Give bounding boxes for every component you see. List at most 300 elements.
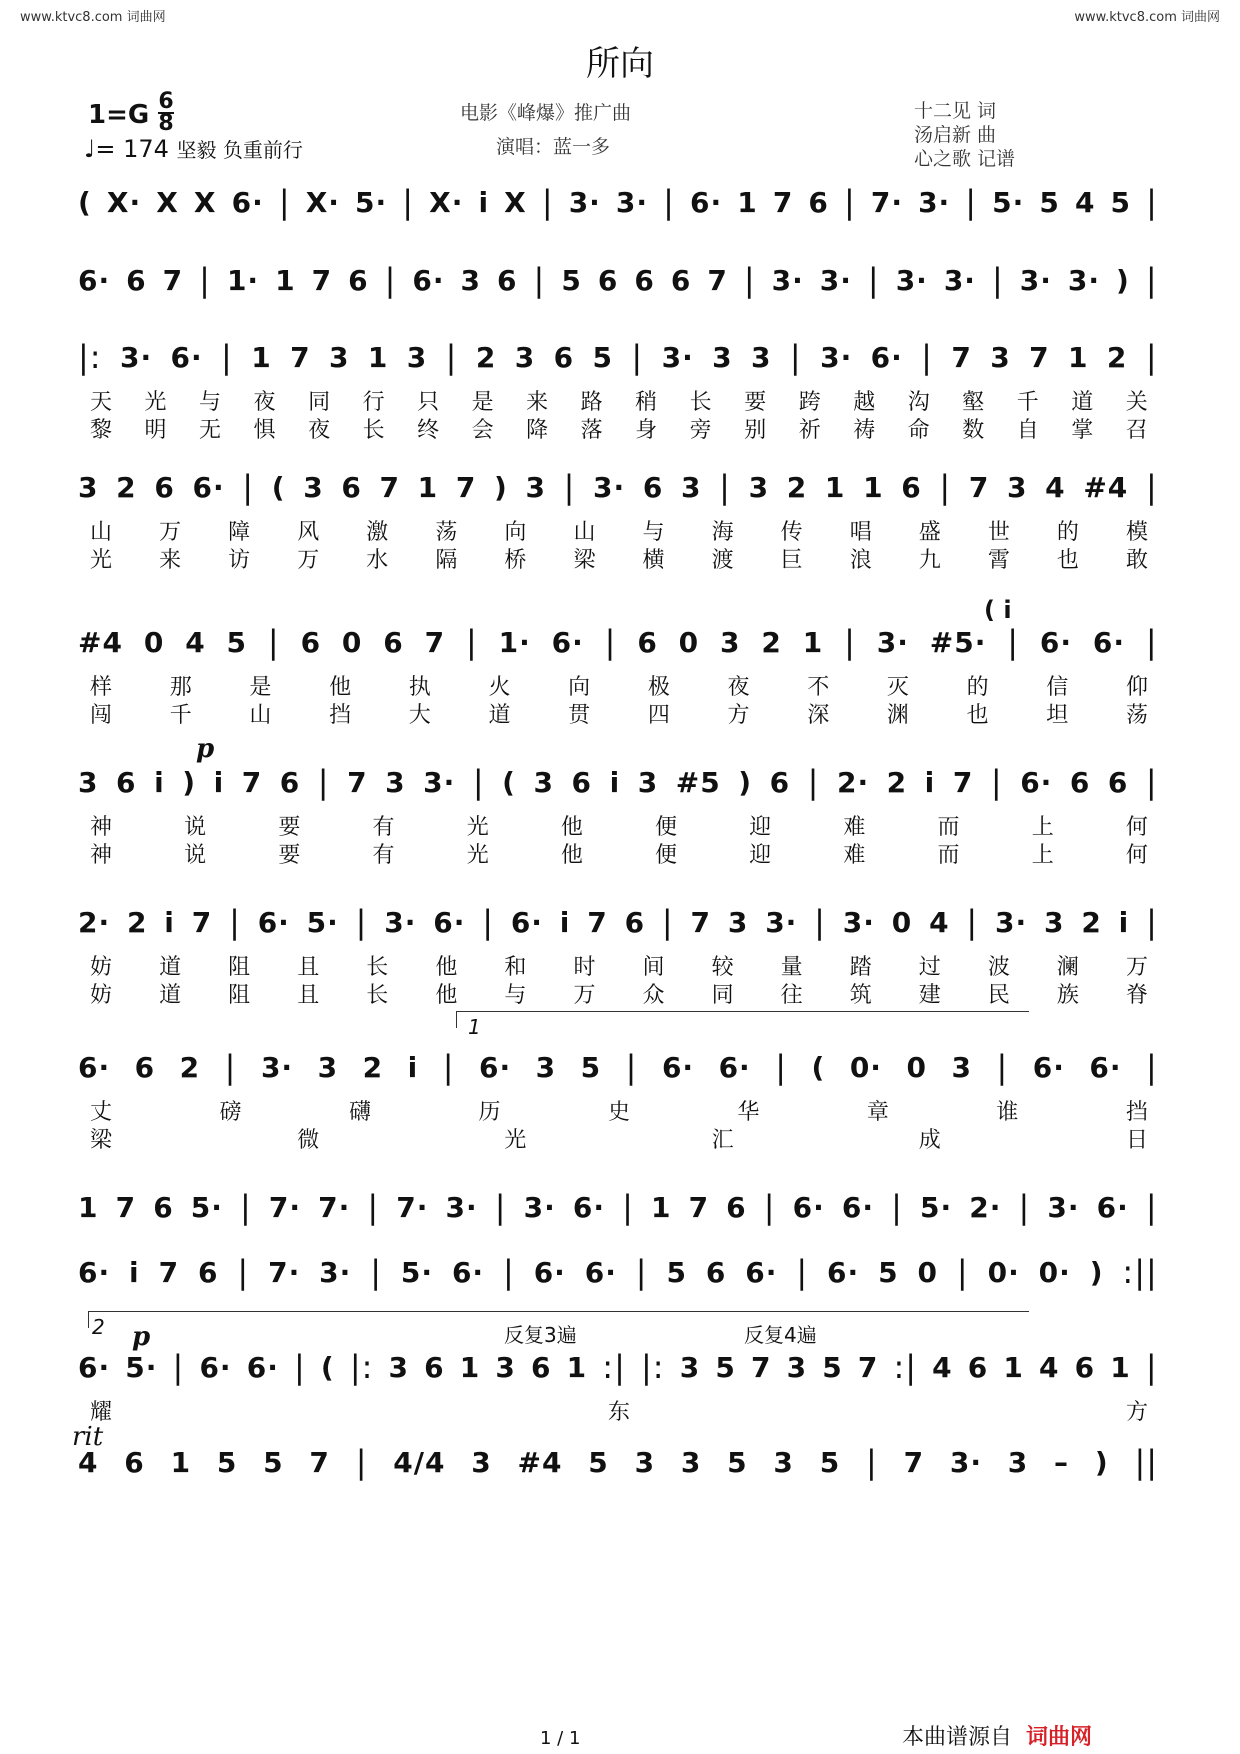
note: 7 (903, 1445, 925, 1479)
note: 1· (498, 625, 531, 659)
barline: | (939, 468, 952, 506)
lyric-syllable: 长 (689, 390, 714, 415)
note: 6 (134, 1050, 156, 1084)
note: 7 (162, 263, 184, 297)
note: 2 (1106, 340, 1128, 374)
note: i (213, 765, 225, 799)
lyric-syllable: 较 (711, 955, 736, 980)
barline: | (355, 903, 368, 941)
note: 3· (765, 905, 798, 939)
lyric-syllable: 要 (278, 815, 303, 840)
lyric-syllable: 天 (90, 390, 115, 415)
lyric-syllable: 波 (987, 955, 1012, 980)
repeat-count-a: 反复3遍 (504, 1323, 577, 1347)
lyric-syllable: 东 (607, 1400, 632, 1425)
barline: | (921, 338, 933, 376)
lyric-syllable: 难 (843, 843, 868, 868)
note: X (193, 185, 217, 219)
barline: | (843, 183, 856, 221)
note: X· (429, 185, 464, 219)
lyric-syllable: 自 (1016, 418, 1041, 443)
note: 6 (553, 340, 575, 374)
note: 6 (116, 765, 137, 799)
barline: | (1145, 261, 1158, 299)
note: 6· (78, 263, 111, 297)
key-signature: 1=G (88, 100, 150, 130)
lyric-syllable: 道 (488, 703, 513, 728)
lyric-syllable: 山 (573, 520, 598, 545)
lyric-line-1 (90, 950, 1150, 978)
barline: | (229, 903, 241, 941)
lyric-syllable: 桥 (504, 548, 529, 573)
note: 3· (661, 340, 694, 374)
note: 1 (459, 1350, 481, 1384)
note: 5 (588, 1445, 609, 1479)
lyric-syllable: 旁 (689, 418, 714, 443)
note: 5· (992, 185, 1025, 219)
lyric-syllable: 山 (249, 703, 274, 728)
lyric-syllable: 路 (580, 390, 605, 415)
lyric-syllable: 迎 (749, 843, 774, 868)
lyric-syllable: 长 (366, 955, 391, 980)
lyric-syllable: 霄 (987, 548, 1012, 573)
note: 3 (303, 470, 324, 504)
note: 6· (510, 905, 543, 939)
lyric-syllable: 史 (607, 1100, 632, 1125)
note: 1 (78, 1190, 99, 1224)
lyric-syllable: 挡 (1125, 1100, 1150, 1125)
note: 4 (929, 905, 950, 939)
footer-logo[interactable]: 词曲网 (1026, 1725, 1093, 1750)
note: X (504, 185, 527, 219)
note: 3· (423, 765, 456, 799)
note: 6 (153, 1190, 174, 1224)
notes-row (78, 1045, 1158, 1089)
barline: | (991, 261, 1004, 299)
lyric-syllable: 章 (866, 1100, 891, 1125)
header-left-link[interactable]: www.ktvc8.com 词曲网 (20, 10, 166, 25)
note: 3· (260, 1050, 294, 1084)
lyric-syllable: 道 (159, 955, 184, 980)
lyric-syllable: 荡 (1125, 703, 1150, 728)
barline: :| (602, 1348, 626, 1386)
note: i (609, 765, 621, 799)
barline: | (482, 903, 494, 941)
note: 3· (771, 263, 804, 297)
note: 6· (192, 470, 225, 504)
lyric-syllable: 向 (504, 520, 529, 545)
note: 7 (707, 263, 728, 297)
lyric-syllable: 稍 (635, 390, 660, 415)
note: X· (106, 185, 142, 219)
lyric-syllable: 要 (278, 843, 303, 868)
lyric-syllable: 黎 (90, 418, 115, 443)
barline: | (990, 763, 1003, 801)
note: 6· (451, 1255, 485, 1289)
note: 5 (666, 1255, 687, 1289)
lyric-syllable: 唱 (849, 520, 874, 545)
note: 5 (1110, 185, 1132, 219)
lyric-syllable: 脊 (1125, 983, 1150, 1008)
lyric-syllable: 千 (169, 703, 194, 728)
lyric-syllable: 闯 (90, 703, 115, 728)
barline: | (466, 623, 478, 661)
note: 6 (341, 470, 362, 504)
note: 6· (841, 1190, 875, 1224)
barline: | (172, 1348, 185, 1386)
note: 7· (318, 1190, 351, 1224)
barline: | (402, 183, 415, 221)
note: 3· (593, 470, 626, 504)
lyric-line-1 (90, 810, 1150, 838)
lyric-syllable: 何 (1125, 815, 1150, 840)
notes-row (78, 258, 1158, 302)
lyric-syllable: 族 (1056, 983, 1081, 1008)
lyric-syllable: 访 (228, 548, 253, 573)
lyric-syllable: 灭 (886, 675, 911, 700)
note: 6· (827, 1255, 860, 1289)
lyric-syllable: 大 (408, 703, 433, 728)
lyric-syllable: 祷 (853, 418, 878, 443)
repeat-count-b: 反复4遍 (744, 1323, 817, 1347)
lyric-syllable: 光 (466, 815, 491, 840)
lyric-syllable: 祈 (798, 418, 823, 443)
lyric-syllable: 沟 (907, 390, 932, 415)
note: 2 (786, 470, 808, 504)
note: 7 (424, 625, 446, 659)
note: i (154, 765, 165, 799)
note: 6 (1069, 765, 1091, 799)
barline: |: (349, 1348, 374, 1386)
lyric-syllable: 深 (807, 703, 832, 728)
note: 0· (849, 1050, 882, 1084)
note: 3· (319, 1255, 352, 1289)
note: 6· (745, 1255, 778, 1289)
lyric-syllable: 夜 (308, 418, 333, 443)
barline: | (278, 183, 291, 221)
lyric-syllable: 筑 (849, 983, 874, 1008)
note: 5 (819, 1445, 841, 1479)
barline: | (604, 623, 617, 661)
barline: | (956, 1253, 969, 1291)
lyric-syllable: 障 (228, 520, 253, 545)
barline: | (317, 763, 330, 801)
note: 3 (406, 340, 428, 374)
lyric-syllable: 是 (249, 675, 274, 700)
note: 3 (751, 340, 772, 374)
note: 3 (720, 625, 741, 659)
lyric-syllable: 夜 (253, 390, 278, 415)
lyric-syllable: 光 (466, 843, 491, 868)
note: 7 (772, 185, 794, 219)
note: i (559, 905, 571, 939)
barline: | (384, 261, 397, 299)
barline: | (865, 1443, 878, 1481)
note: 6· (433, 905, 466, 939)
note: 6· (792, 1190, 825, 1224)
note: 3 (525, 470, 546, 504)
note: 3 (990, 340, 1011, 374)
note: #5 (675, 765, 721, 799)
note: 7 (115, 1190, 137, 1224)
lyric-syllable: 向 (568, 675, 593, 700)
note: 4/4 (393, 1445, 446, 1479)
lyric-syllable: 他 (560, 843, 585, 868)
note: 7 (379, 470, 400, 504)
note: 6· (1032, 1050, 1065, 1084)
lyric-line-2 (90, 698, 1150, 726)
barline: | (563, 468, 576, 506)
lyric-syllable: 也 (966, 703, 991, 728)
note: 7 (587, 905, 608, 939)
note: 6· (412, 263, 445, 297)
note: 7· (268, 1255, 301, 1289)
lyric-syllable: 阻 (228, 955, 253, 980)
lyric-line-1 (90, 1395, 1150, 1423)
note: i (129, 1255, 140, 1289)
note: 1 (824, 470, 846, 504)
note: 7 (191, 905, 213, 939)
barline: | (502, 1253, 515, 1291)
note: 3 (786, 1350, 808, 1384)
barline: | (242, 468, 255, 506)
lyric-syllable: 是 (471, 390, 496, 415)
note: 6 (624, 905, 646, 939)
barline: :| (893, 1348, 918, 1386)
lyric-syllable: 敢 (1125, 548, 1150, 573)
note: 2 (116, 470, 137, 504)
note: 6 (967, 1350, 989, 1384)
lyric-syllable: 间 (642, 955, 667, 980)
note: 5 (878, 1255, 899, 1289)
lyric-syllable: 磅 (219, 1100, 244, 1125)
note: 3· (918, 185, 951, 219)
lyric-syllable: 往 (780, 983, 805, 1008)
note: 7 (688, 1190, 710, 1224)
lyric-syllable: 上 (1031, 843, 1056, 868)
barline: | (635, 1253, 648, 1291)
lyric-syllable: 便 (655, 815, 680, 840)
note: 2 (179, 1050, 201, 1084)
note: 7 (347, 765, 368, 799)
note: 0 (678, 625, 700, 659)
note: 7 (952, 765, 974, 799)
note: 3 (712, 340, 733, 374)
note: 5· (306, 905, 339, 939)
lyric-syllable: 坦 (1046, 703, 1071, 728)
lyric-syllable: 召 (1125, 418, 1150, 443)
barline: | (221, 338, 233, 376)
barline: | (1146, 183, 1158, 221)
composer: 汤启新 曲 (914, 124, 997, 146)
lyric-syllable: 微 (297, 1128, 322, 1153)
note: ( (320, 1350, 335, 1384)
note: 0 (917, 1255, 938, 1289)
lyric-syllable: 历 (478, 1100, 503, 1125)
note: 1 (737, 185, 758, 219)
note: 6 (670, 263, 692, 297)
note: 3 (727, 905, 749, 939)
note: 7· (870, 185, 903, 219)
note: 6· (718, 1050, 751, 1084)
lyric-syllable: 山 (90, 520, 115, 545)
note: 2 (886, 765, 908, 799)
barline: | (1145, 763, 1158, 801)
note: 1 (802, 625, 824, 659)
lyric-syllable: 民 (987, 983, 1012, 1008)
header-right-link[interactable]: www.ktvc8.com 词曲网 (1074, 10, 1220, 25)
lyric-line-1 (90, 515, 1150, 543)
note: 6 (808, 185, 829, 219)
barline: | (661, 903, 674, 941)
notes-row (78, 180, 1158, 224)
barline: || (1134, 1443, 1158, 1481)
lyric-syllable: 数 (962, 418, 987, 443)
lyric-line-2 (90, 1123, 1150, 1151)
note: 3 (951, 1050, 972, 1084)
lyric-syllable: 说 (184, 815, 209, 840)
note: 7 (750, 1350, 772, 1384)
note: 6 (531, 1350, 552, 1384)
note: 4 (1039, 1350, 1060, 1384)
lyric-syllable: 他 (435, 955, 460, 980)
lyric-line-2 (90, 838, 1150, 866)
footer-source-text: 本曲谱源自 (902, 1725, 1013, 1750)
note: 6· (246, 1350, 279, 1384)
notes-row (78, 1185, 1158, 1229)
note: 3 (78, 470, 99, 504)
note: 6 (571, 765, 593, 799)
note: 3· (1019, 263, 1052, 297)
barline: | (1146, 903, 1158, 941)
note: 2 (761, 625, 782, 659)
note: 6 (300, 625, 322, 659)
tempo-marking: ♩= 174 坚毅 负重前行 (84, 135, 303, 163)
barline: | (1145, 623, 1158, 661)
lyric-syllable: 壑 (962, 390, 987, 415)
barline: | (807, 763, 820, 801)
lyric-syllable: 激 (366, 520, 391, 545)
lyric-syllable: 水 (366, 548, 391, 573)
barline: | (1145, 338, 1158, 376)
note: 3· (876, 625, 909, 659)
lyric-syllable: 贯 (568, 703, 593, 728)
lyric-syllable: 方 (727, 703, 752, 728)
note: 6 (124, 1445, 145, 1479)
note: ) (1094, 1445, 1109, 1479)
lyric-syllable: 盛 (918, 520, 943, 545)
note: 7· (268, 1190, 302, 1224)
page-title: 所向 (586, 44, 654, 84)
note: 0· (987, 1255, 1020, 1289)
lyric-syllable: 建 (918, 983, 943, 1008)
note: ( (502, 765, 516, 799)
lyric-syllable: 万 (297, 548, 322, 573)
lyric-syllable: 礴 (348, 1100, 373, 1125)
lyric-syllable: 要 (744, 390, 769, 415)
note: 0· (1038, 1255, 1071, 1289)
note: 7 (1029, 340, 1050, 374)
lyric-syllable: 行 (362, 390, 387, 415)
note: 3 (637, 765, 659, 799)
lyric-syllable: 有 (372, 843, 397, 868)
singer: 演唱：蓝一多 (496, 136, 611, 158)
note: 3· (523, 1190, 556, 1224)
lyric-syllable: 无 (199, 418, 224, 443)
notes-row (78, 1440, 1158, 1484)
note: 3 (385, 765, 406, 799)
lyric-syllable: 的 (1056, 520, 1081, 545)
notes-row (78, 760, 1158, 804)
note: 6 (1074, 1350, 1096, 1384)
note: 1 (417, 470, 439, 504)
note: 3 (533, 765, 554, 799)
note: 4 (932, 1350, 953, 1384)
note: 6 (705, 1255, 727, 1289)
barline: | (796, 1253, 809, 1291)
page-number: 1 / 1 (540, 1728, 581, 1749)
lyricist: 十二见 词 (914, 100, 997, 122)
barline: | (494, 1188, 507, 1226)
lyric-syllable: 神 (90, 815, 115, 840)
note: 3 (1007, 470, 1028, 504)
lyric-syllable: 梁 (90, 1128, 115, 1153)
lyric-syllable: 光 (504, 1128, 529, 1153)
note: 6 (424, 1350, 445, 1384)
note: X· (305, 185, 340, 219)
lyric-syllable: 那 (169, 675, 194, 700)
barline: | (1145, 1348, 1158, 1386)
note: 5 (226, 625, 248, 659)
lyric-syllable: 命 (907, 418, 932, 443)
time-signature: 6 8 (158, 89, 174, 136)
note: 6· (551, 625, 584, 659)
lyric-syllable: 而 (937, 843, 962, 868)
lyric-syllable: 妨 (90, 983, 115, 1008)
barline: | (844, 623, 856, 661)
note: 4 (78, 1445, 99, 1479)
note: 7 (241, 765, 263, 799)
barline: | (199, 261, 211, 299)
lyric-syllable: 夜 (727, 675, 752, 700)
lyric-line-2 (90, 978, 1150, 1006)
barline: | (293, 1348, 306, 1386)
note: 4 (1045, 470, 1066, 504)
note: 7 (690, 905, 712, 939)
note: 5 (216, 1445, 238, 1479)
lyric-syllable: 巨 (780, 548, 805, 573)
note: 5 (263, 1445, 284, 1479)
note: 1 (650, 1190, 672, 1224)
note: 3 (773, 1445, 794, 1479)
lyric-syllable: 世 (987, 520, 1012, 545)
note: 1 (275, 263, 296, 297)
note: 5 (727, 1445, 748, 1479)
note: 7 (290, 340, 311, 374)
lyric-syllable: 有 (372, 815, 397, 840)
note: 5· (920, 1190, 953, 1224)
lyric-syllable: 万 (1125, 955, 1150, 980)
barline: | (814, 903, 826, 941)
lyric-syllable: 长 (366, 983, 391, 1008)
note: 1 (1068, 340, 1089, 374)
notes-row (78, 465, 1158, 509)
note: 1 (566, 1350, 588, 1384)
notes-row (78, 335, 1158, 379)
note: 5 (1039, 185, 1060, 219)
transcriber: 心之歌 记谱 (914, 148, 1016, 170)
lyric-syllable: 浪 (849, 548, 874, 573)
